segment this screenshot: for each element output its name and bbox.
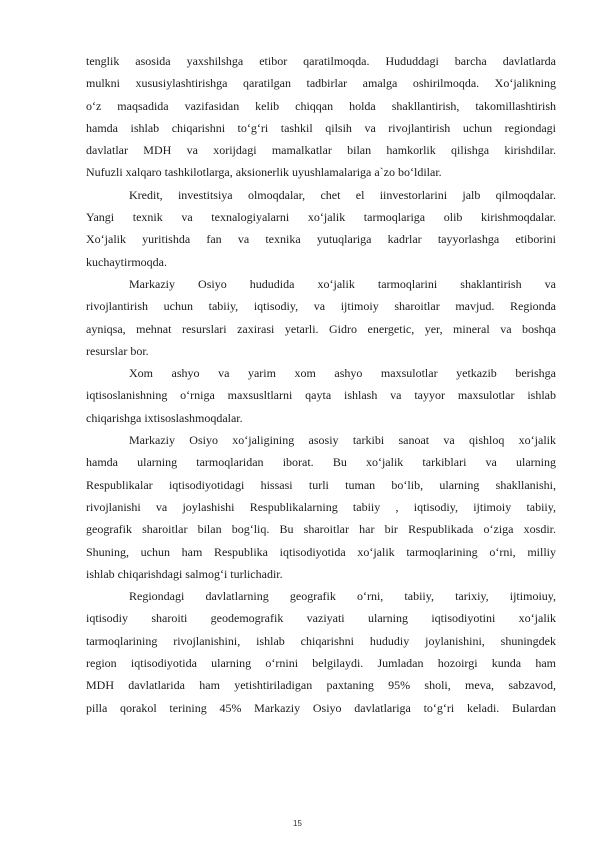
- text-line: davlatlar MDH va xorijdagi mamalkatlar bilan hamkorlik qilishga kirishdilar.: [86, 143, 556, 158]
- text-line: iqtisodiy sharoiti geodemografik vaziyati ularning iqtisodiyotini xo‘jalik: [86, 611, 556, 626]
- text-line: mulkni xususiylashtirishga qaratilgan tadbirlar amalga oshirilmoqda. Xo‘jalikning: [86, 76, 556, 91]
- text-line: Respublikalar iqtisodiyotidagi hissasi turli tuman bo‘lib, ularning shakllanishi,: [86, 477, 556, 492]
- paragraph: [86, 362, 556, 429]
- text-line: hamda ularning tarmoqlaridan iborat. Bu xo‘jalik tarkiblari va ularning: [86, 455, 556, 470]
- text-line: ishlab chiqarishdagi salmog‘i turlichadir.: [86, 566, 283, 581]
- text-line: pilla qorakol terining 45% Markaziy Osiyo davlatlariga to‘g‘ri keladi. Bulardan: [86, 700, 556, 715]
- text-line: hamda ishlab chiqarishni to‘g‘ri tashkil qilsih va rivojlantirish uchun regiondagi: [86, 120, 556, 135]
- paragraph: [86, 184, 556, 273]
- text-line: Xo‘jalik yuritishda fan va texnika yutuqlariga kadrlar tayyorlashga etiborini: [86, 232, 556, 247]
- text-line: o‘z maqsadida vazifasidan kelib chiqqan holda shakllantirish, takomillashtirish: [86, 98, 556, 113]
- text-line: Nufuzli xalqaro tashkilotlarga, aksionerlik uyushlamalariga a`zo bo‘ldilar.: [86, 165, 442, 180]
- text-line: Shuning, uchun ham Respublika iqtisodiyotida xo‘jalik tarmoqlarining o‘rni, milliy: [86, 544, 556, 559]
- text-line: region iqtisodiyotida ularning o‘rnini belgilaydi. Jumladan hozoirgi kunda ham: [86, 656, 556, 671]
- text-line: kuchaytirmoqda.: [86, 254, 167, 269]
- text-line: Markaziy Osiyo hududida xo‘jalik tarmoqlarini shaklantirish va: [129, 276, 556, 291]
- text-line: Yangi texnik va texnalogiyalarni xo‘jalik tarmoqlariga olib kirishmoqdalar.: [86, 210, 556, 225]
- text-line: Xom ashyo va yarim xom ashyo maxsulotlar yetkazib berishga: [129, 366, 556, 381]
- text-line: resurslar bor.: [86, 343, 149, 358]
- text-line: Markaziy Osiyo xo‘jaligining asosiy tarkibi sanoat va qishloq xo‘jalik: [129, 433, 556, 448]
- text-line: MDH davlatlarida ham yetishtiriladigan paxtaning 95% sholi, meva, sabzavod,: [86, 678, 556, 693]
- page-number: 15: [293, 819, 302, 828]
- document-body: [86, 50, 556, 719]
- text-line: tenglik asosida yaxshilshga etibor qaratilmoqda. Hududdagi barcha davlatlarda: [86, 54, 556, 68]
- text-line: rivojlantirish uchun tabiiy, iqtisodiy, va ijtimoiy sharoitlar mavjud. Regionda: [86, 299, 556, 314]
- text-line: ayniqsa, mehnat resurslari zaxirasi yetarli. Gidro energetic, yer, mineral va boshqa: [86, 321, 556, 336]
- paragraph: [86, 429, 556, 585]
- text-line: Regiondagi davlatlarning geografik o‘rni, tabiiy, tarixiy, ijtimoiuy,: [129, 589, 556, 604]
- paragraph: [86, 585, 556, 719]
- text-line: tarmoqlarining rivojlanishini, ishlab chiqarishni hududiy joylanishini, shuningdek: [86, 633, 556, 648]
- text-line: chiqarishga ixtisoslashmoqdalar.: [86, 410, 243, 425]
- paragraph: [86, 50, 556, 184]
- text-line: iqtisoslanishning o‘rniga maxsusltlarni qayta ishlash va tayyor maxsulotlar ishlab: [86, 388, 556, 403]
- text-line: Kredit, investitsiya olmoqdalar, chet el iinvestorlarini jalb qilmoqdalar.: [129, 187, 556, 202]
- text-line: geografik sharoitlar bilan bog‘liq. Bu sharoitlar har bir Respublikada o‘ziga xosdir.: [86, 522, 556, 537]
- text-line: rivojlanishi va joylashishi Respublikalarning tabiiy , iqtisodiy, ijtimoiy tabiiy,: [86, 499, 556, 514]
- paragraph: [86, 273, 556, 362]
